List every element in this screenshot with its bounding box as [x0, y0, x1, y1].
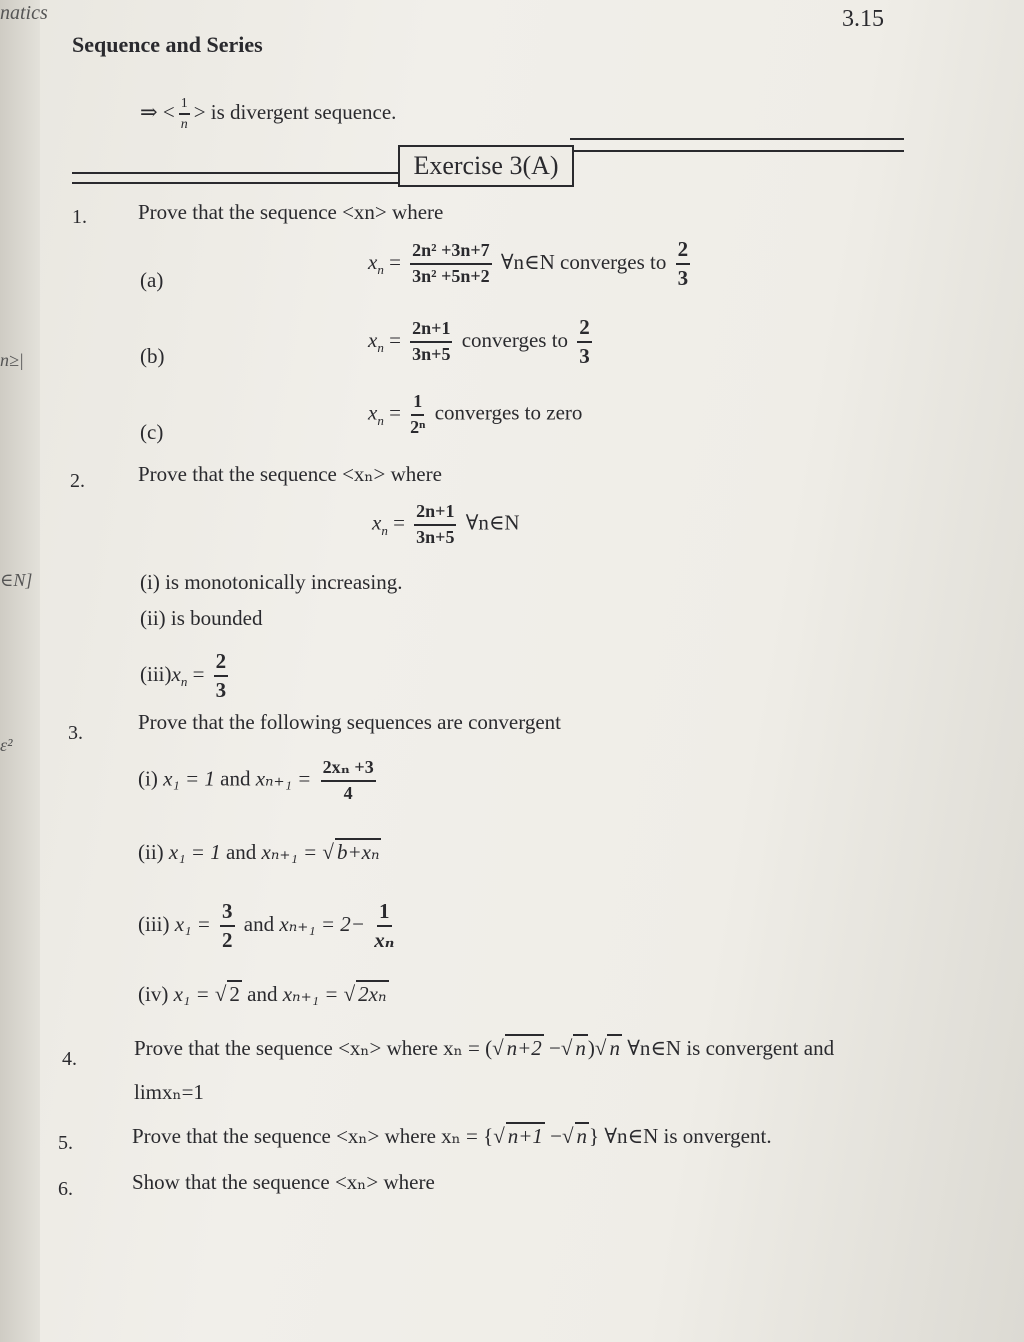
q2-number: 2. — [70, 470, 85, 492]
q3-iv-root-2: 2xₙ — [358, 982, 387, 1006]
rule-left-lower — [72, 172, 398, 174]
intro-fraction: $\frac{1}{n}$ — [180, 96, 188, 133]
page-number: 3.15 — [842, 6, 884, 32]
q2-ii: (ii) is bounded — [140, 606, 263, 630]
q6-text: Show that the sequence <xₙ> where — [132, 1170, 435, 1194]
q4-limit: limxₙ=1 — [134, 1080, 204, 1104]
q2-formula: $x_n$ = $\frac{2n+1}{3n+5}$ ∀n∈N — [372, 501, 520, 547]
q1a-formula: $x_n$ = $\frac{\text{2n² +3n+7}}{\text{3n² +5n+2}}$ ∀n∈N converges to $\frac{2}{3}$ — [368, 237, 689, 291]
q1b-fraction: $\frac{2n+1}{3n+5}$ — [412, 318, 451, 365]
q3-ii-root: b+xₙ — [336, 840, 380, 864]
rule-left-lower-2 — [72, 182, 398, 184]
running-head: Sequence and Series — [72, 32, 263, 57]
q1c-label: (c) — [140, 420, 164, 444]
q3-number: 3. — [68, 722, 83, 744]
q4-number: 4. — [62, 1048, 77, 1070]
q3-iv: (iv) x₁ = √ 2 and xₙ₊₁ = √ 2xₙ — [138, 982, 387, 1006]
q3-iii-fraction-2: $\frac{1}{\text{xₙ}}$ — [374, 899, 395, 953]
q1b-label: (b) — [140, 344, 165, 368]
page-left-edge — [0, 0, 40, 1342]
q2-i: (i) is monotonically increasing. — [140, 570, 403, 594]
q1-text: Prove that the sequence <xn> where — [138, 200, 444, 224]
exercise-title: Exercise 3(A) — [398, 145, 574, 187]
margin-fragment-2: ∈N] — [0, 570, 33, 590]
intro-line: ⇒ < $\frac{1}{n}$ > is divergent sequence. — [140, 96, 397, 133]
q1c-fraction: $\frac{1}{\text{2ⁿ}}$ — [410, 391, 426, 437]
q1-number: 1. — [72, 206, 87, 228]
corner-fragment: natics — [0, 2, 48, 24]
intro-text: is divergent sequence. — [210, 100, 397, 125]
q3-text: Prove that the following sequences are convergent — [138, 710, 561, 734]
q3-iii: (iii) x₁ = $\frac{3}{2}$ and xₙ₊₁ = 2− $\frac{1}{\text{xₙ}}$ — [138, 899, 395, 953]
q3-ii: (ii) x₁ = 1 and xₙ₊₁ = √ b+xₙ — [138, 840, 380, 864]
rule-right-upper-2 — [570, 150, 904, 152]
rule-right-upper — [570, 138, 904, 140]
q1a-result: $\frac{2}{3}$ — [677, 237, 689, 291]
q1b-result: $\frac{2}{3}$ — [579, 315, 590, 369]
q5-text: Prove that the sequence <xₙ> where xₙ = {√ n+1 −√ n} ∀n∈N is onvergent. — [132, 1124, 772, 1148]
q1a-label: (a) — [140, 268, 164, 292]
margin-fragment-3: ε² — [0, 735, 13, 755]
q1a-fraction: $\frac{\text{2n² +3n+7}}{\text{3n² +5n+2}}$ — [412, 240, 490, 287]
q2-fraction: $\frac{2n+1}{3n+5}$ — [416, 501, 455, 547]
margin-fragment-1: n≥| — [0, 350, 24, 370]
q3-i: (i) x₁ = 1 and xₙ₊₁ = $\frac{\text{2xₙ +3}}{4}$ — [138, 757, 374, 803]
q3-iv-root-1: 2 — [229, 982, 240, 1006]
q3-iii-fraction-1: $\frac{3}{2}$ — [222, 899, 233, 953]
q1c-formula: $x_n$ = $\frac{1}{\text{2ⁿ}}$ converges to zero — [368, 391, 583, 437]
implies-arrow: ⇒ — [140, 100, 158, 125]
q1b-formula: $x_n$ = $\frac{2n+1}{3n+5}$ converges to $\frac{2}{3}$ — [368, 315, 590, 369]
q2-text: Prove that the sequence <xₙ> where — [138, 462, 442, 486]
q2-iii-fraction: $\frac{2}{3}$ — [215, 649, 227, 703]
q6-number: 6. — [58, 1178, 73, 1200]
q5-number: 5. — [58, 1132, 73, 1154]
q3-i-fraction: $\frac{\text{2xₙ +3}}{4}$ — [322, 757, 374, 803]
q4-text: Prove that the sequence <xₙ> where xₙ = (√ n+2 −√ n)√ n ∀n∈N is convergent and — [134, 1036, 835, 1060]
q2-iii: $(iii)x_n$ = $\frac{2}{3}$ — [140, 649, 227, 703]
